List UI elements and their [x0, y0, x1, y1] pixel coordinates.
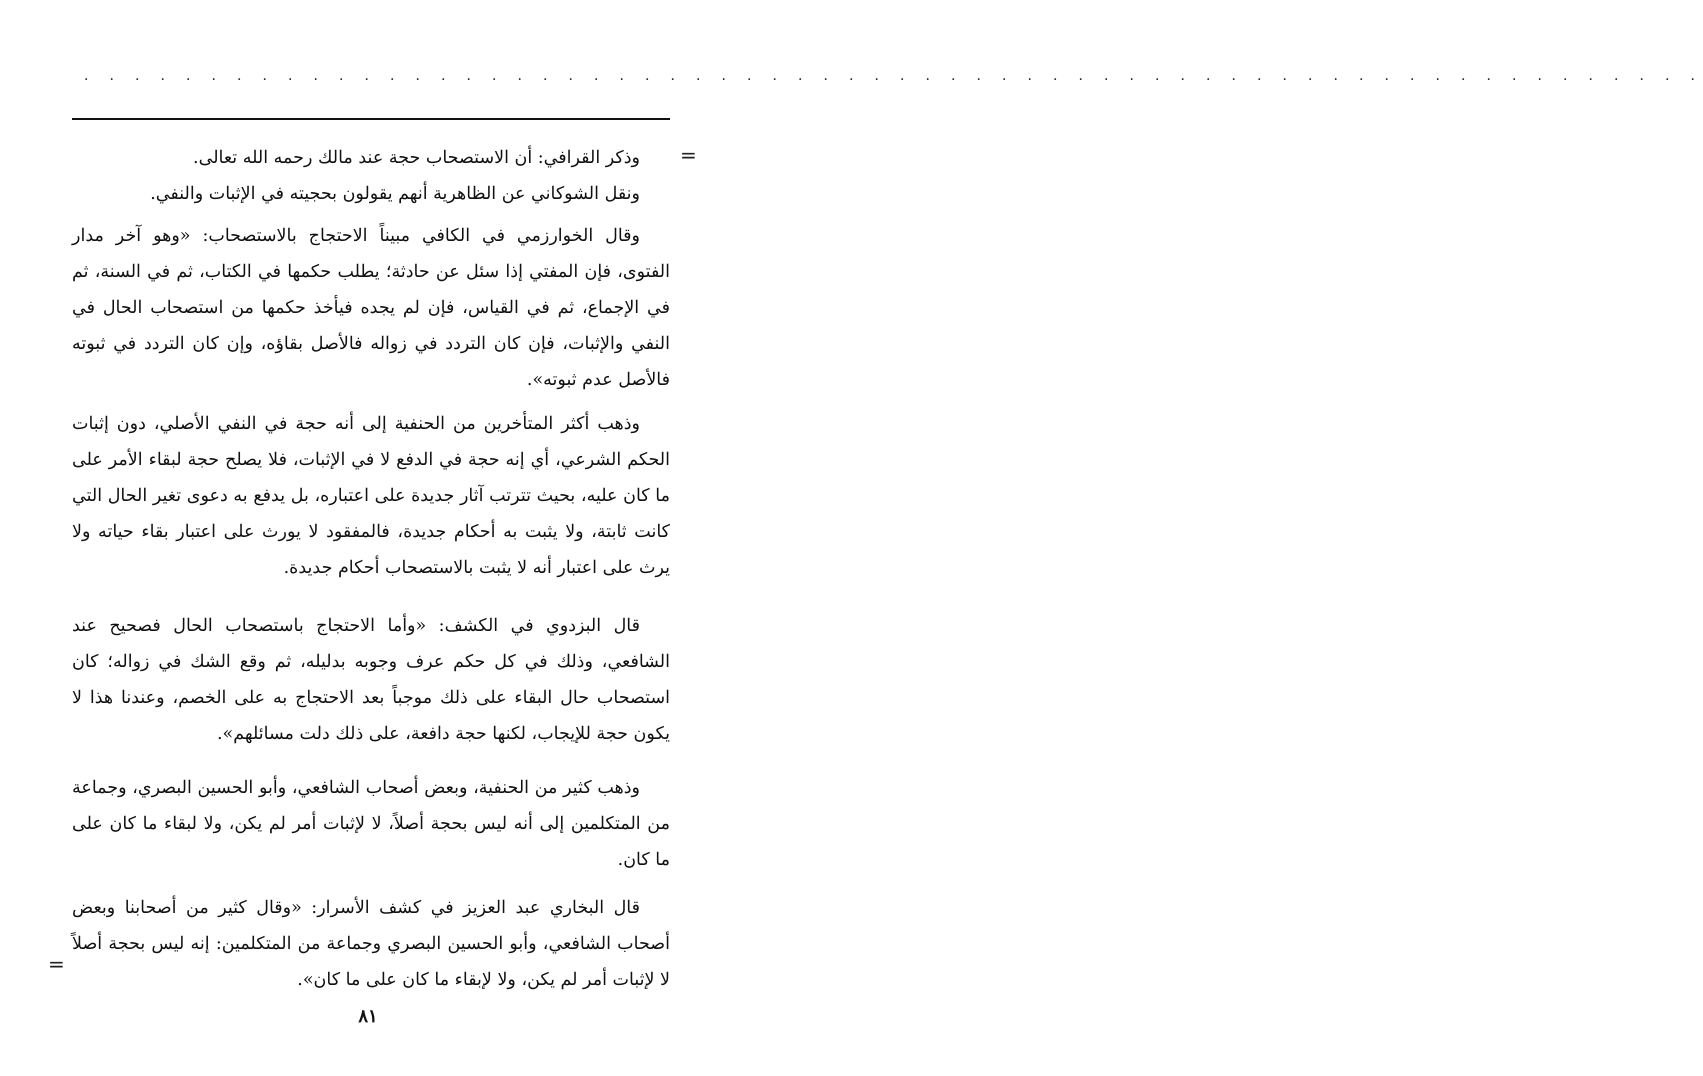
paragraph: وذهب أكثر المتأخرين من الحنفية إلى أنه حجة في النفي الأصلي، دون إثبات الحكم الشرعي، أي إنه حجة في الدفع لا في الإثبات، فلا يصلح حجة لبقاء الأمر على ما كان عليه، بحيث تترتب آثار جديدة على اعتباره، بل يدفع به دعوى تغير الحال التي كانت ثابتة، ولا يثبت به أحكام جديدة، فالمفقود لا يورث على اعتبار بقاء حياته ولا يرث على اعتبار أنه لا يثبت بالاستصحاب أحكام جديدة.	[72, 414, 670, 578]
paragraph: ونقل الشوكاني عن الظاهرية أنهم يقولون بحجيته في الإثبات والنفي.	[150, 184, 640, 204]
paragraph: وذكر القرافي: أن الاستصحاب حجة عند مالك رحمه الله تعالى.	[193, 148, 640, 168]
paragraph: وقال الخوارزمي في الكافي مبيناً الاحتجاج بالاستصحاب: «وهو آخر مدار الفتوى، فإن المفتي إذا سئل عن حادثة؛ يطلب حكمها في الكتاب، ثم في السنة، ثم في الإجماع، ثم في القياس، فإن لم يجده فيأخذ حكمها من استصحاب الحال في النفي والإثبات، فإن كان التردد في زواله فالأصل بقاؤه، وإن كان التردد في ثبوته فالأصل عدم ثبوته».	[72, 226, 670, 390]
paragraph: قال البزدوي في الكشف: «وأما الاحتجاج باستصحاب الحال فصحيح عند الشافعي، وذلك في كل حكم عرف وجوبه بدليله، ثم وقع الشك في زواله؛ كان استصحاب حال البقاء على ذلك موجباً بعد الاحتجاج به على الخصم، وعندنا هذا لا يكون حجة للإيجاب، لكنها حجة دافعة، على ذلك دلت مسائلهم».	[72, 616, 670, 744]
paragraph: قال البخاري عبد العزيز في كشف الأسرار: «وقال كثير من أصحابنا وبعض أصحاب الشافعي، وأبو الحسين البصري وجماعة من المتكلمين: إنه ليس بحجة أصلاً لا لإثبات أمر لم يكن، ولا لإبقاء ما كان على ما كان».	[72, 898, 670, 990]
paragraph: وذهب كثير من الحنفية، وبعض أصحاب الشافعي، وأبو الحسين البصري، وجماعة من المتكلمين إلى أنه ليس بحجة أصلاً، لا لإثبات أمر لم يكن، ولا لبقاء ما كان على ما كان.	[72, 778, 670, 870]
body-text	[72, 140, 670, 998]
page-number: ٨١	[358, 1006, 378, 1027]
footnote-dotted-line: · · · · · · · · · · · · · · · · · · · · · · · · · · · · · · · · · · · · · · · · · · · · · · · · · · · · · · · · · · · · · · · ·	[84, 72, 1703, 88]
continuation-marker-top: =	[680, 143, 697, 167]
continuation-marker-bottom: =	[48, 952, 65, 976]
horizontal-rule	[72, 118, 670, 120]
